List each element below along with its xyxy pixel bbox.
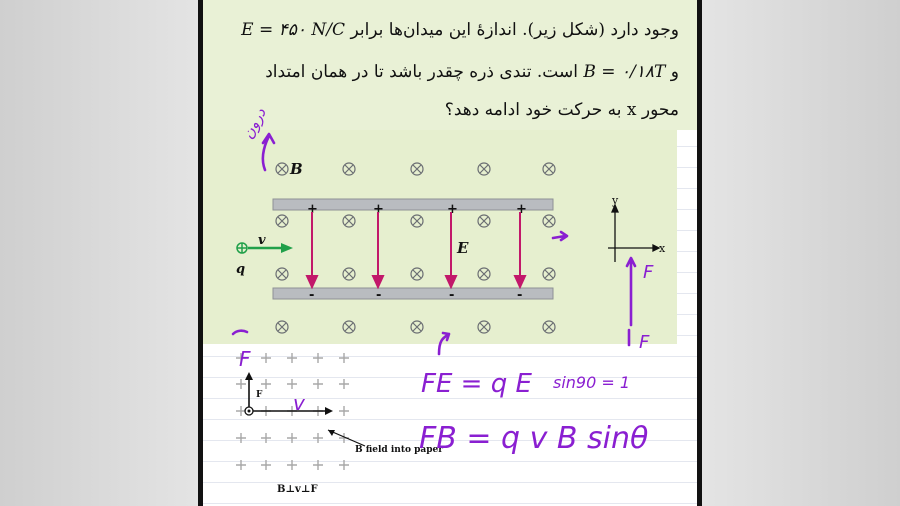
b-into-page-icon bbox=[343, 215, 355, 227]
left-margin bbox=[0, 0, 200, 506]
b-field-plus-icon bbox=[287, 353, 297, 363]
b-field-plus-icon bbox=[313, 460, 323, 470]
handwritten-v-mark: v bbox=[293, 391, 305, 415]
b-into-page-icon bbox=[411, 268, 423, 280]
q-label: q bbox=[236, 262, 246, 277]
b-field-plus-icon bbox=[236, 460, 246, 470]
and-word: و bbox=[670, 62, 679, 82]
e-arrow-icon bbox=[439, 333, 449, 354]
plus-sign: + bbox=[516, 202, 527, 217]
problem-line-2-text: است. تندی ذره چقدر باشد تا در همان امتداد bbox=[265, 62, 578, 82]
b-into-page-icon bbox=[343, 268, 355, 280]
b-into-page-icon bbox=[343, 163, 355, 175]
e-value: E = ۴۵۰ N/C bbox=[241, 20, 346, 40]
f-label: F bbox=[256, 390, 263, 400]
b-field-plus-icon bbox=[313, 379, 323, 389]
b-field-plus-icon bbox=[261, 353, 271, 363]
b-into-page-icon bbox=[543, 163, 555, 175]
b-field-plus-icon bbox=[287, 433, 297, 443]
b-into-page-icon bbox=[543, 268, 555, 280]
b-into-page-icon bbox=[276, 215, 288, 227]
b-field-plus-icon bbox=[261, 379, 271, 389]
axes-icon bbox=[608, 205, 659, 262]
handwritten-fb-formula: FB = q v B sinθ bbox=[419, 421, 649, 456]
b-field-plus-icon bbox=[339, 379, 349, 389]
b-field-plus-icon bbox=[339, 460, 349, 470]
handwritten-fe-formula: FE = q E bbox=[421, 369, 532, 399]
handwritten-note-inward: درون bbox=[238, 105, 270, 142]
negative-plate bbox=[273, 288, 553, 299]
handwritten-sin-note: sin90 = 1 bbox=[553, 373, 631, 392]
problem-line-1-text: وجود دارد (شکل زیر). اندازهٔ این میدان‌ها برابر bbox=[350, 20, 679, 40]
b-field-plus-icon bbox=[261, 433, 271, 443]
b-into-page-icon bbox=[478, 321, 490, 333]
fb-up-arrow-icon bbox=[627, 258, 635, 325]
up-arrow-icon bbox=[263, 134, 274, 170]
axis-x-label: x bbox=[659, 242, 666, 255]
b-value: B = ۰/۱۸T bbox=[583, 62, 666, 82]
b-field-plus-icon bbox=[287, 379, 297, 389]
b-into-page-icon bbox=[343, 321, 355, 333]
minus-sign: - bbox=[517, 288, 523, 303]
page-border-right bbox=[697, 0, 702, 506]
v-label: v bbox=[258, 233, 266, 248]
b-into-page-icon bbox=[276, 321, 288, 333]
f-vector-mark-icon bbox=[233, 331, 247, 334]
b-field-plus-icon bbox=[287, 460, 297, 470]
figure-svg bbox=[203, 0, 697, 506]
e-label: E bbox=[457, 239, 469, 257]
handwritten-fe-label: F bbox=[639, 332, 650, 353]
b-field-plus-icon bbox=[261, 460, 271, 470]
b-into-page-icon bbox=[411, 163, 423, 175]
perpendicular-relation: B⊥v⊥F bbox=[277, 484, 318, 495]
plus-sign: + bbox=[447, 202, 458, 217]
b-label: B bbox=[290, 160, 303, 178]
handwritten-fb-label: F bbox=[643, 262, 654, 283]
b-field-marks bbox=[276, 163, 555, 333]
notebook-page bbox=[203, 0, 697, 506]
b-into-page-icon bbox=[543, 215, 555, 227]
b-field-plus-icon bbox=[339, 353, 349, 363]
b-into-page-icon bbox=[478, 163, 490, 175]
b-into-page-icon bbox=[411, 321, 423, 333]
b-into-page-icon bbox=[276, 163, 288, 175]
b-into-page-icon bbox=[543, 321, 555, 333]
b-into-page-icon bbox=[276, 268, 288, 280]
minus-sign: - bbox=[309, 288, 315, 303]
b-into-page-icon bbox=[478, 215, 490, 227]
b-field-plus-icon bbox=[236, 433, 246, 443]
b-field-plus-icon bbox=[236, 379, 246, 389]
problem-line-3: محور x به حرکت خود ادامه دهد؟ bbox=[444, 100, 679, 120]
handwritten-fb-corner: F bbox=[239, 347, 251, 371]
b-field-caption: B field into paper bbox=[355, 445, 443, 455]
b-field-plus-icon bbox=[339, 406, 349, 416]
axis-y-label: y bbox=[612, 194, 619, 207]
plus-sign: + bbox=[307, 202, 318, 217]
b-into-page-icon bbox=[478, 268, 490, 280]
minus-sign: - bbox=[376, 288, 382, 303]
b-field-plus-icon bbox=[313, 433, 323, 443]
plus-sign: + bbox=[373, 202, 384, 217]
b-field-plus-icon bbox=[313, 353, 323, 363]
minus-sign: - bbox=[449, 288, 455, 303]
fe-arrow-icon bbox=[553, 232, 567, 240]
right-margin bbox=[702, 0, 900, 506]
b-into-page-icon bbox=[411, 215, 423, 227]
